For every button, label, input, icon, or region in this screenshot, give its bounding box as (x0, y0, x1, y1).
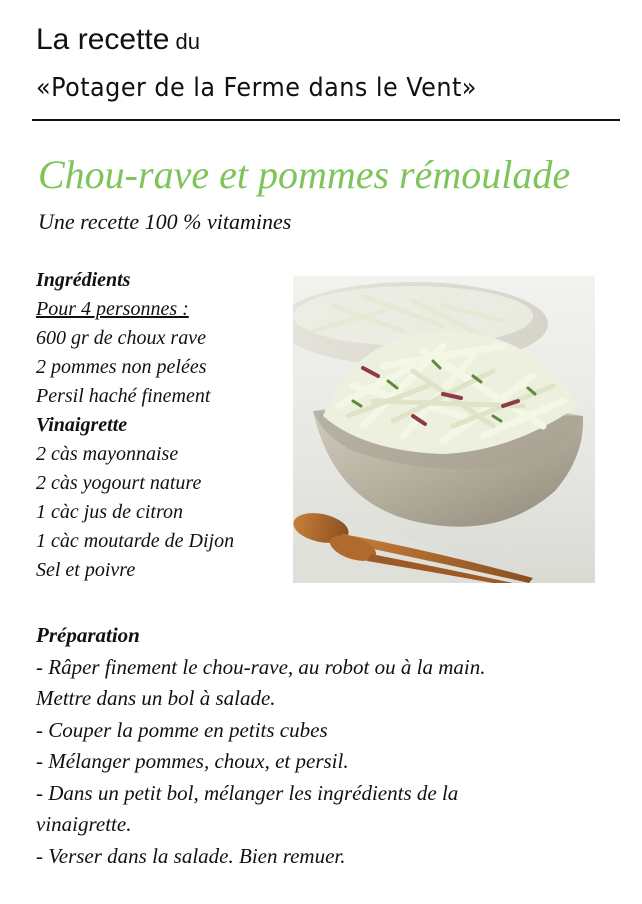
preparation-line: - Dans un petit bol, mélanger les ingrédients de la (36, 780, 459, 805)
servings-label: Pour 4 personnes : (36, 298, 189, 320)
header-divider (32, 119, 620, 121)
ingredients-section (36, 266, 234, 585)
recipe-title: Chou-rave et pommes rémoulade (38, 152, 571, 197)
preparation-line: - Verser dans la salade. Bien remuer. (36, 843, 346, 868)
preparation-line: - Râper finement le chou-rave, au robot ou à la main. (36, 654, 486, 679)
preparation-heading: Préparation (36, 623, 140, 647)
header-title-main: La recette (36, 23, 170, 56)
ingredient-item: 2 pommes non pelées (36, 356, 207, 378)
preparation-line: Mettre dans un bol à salade. (36, 686, 276, 710)
recipe-subtitle: Une recette 100 % vitamines (38, 209, 292, 234)
preparation-line: - Couper la pomme en petits cubes (36, 717, 328, 742)
salad-photo (293, 276, 595, 583)
preparation-section (36, 620, 485, 872)
header-title-small: du (169, 29, 201, 54)
vinaigrette-item: Sel et poivre (36, 559, 136, 581)
preparation-line: - Mélanger pommes, choux, et persil. (36, 749, 349, 773)
vinaigrette-item: 1 càc jus de citron (36, 501, 184, 523)
ingredients-heading: Ingrédients (36, 269, 131, 291)
header-farm-name: «Potager de la Ferme dans le Vent» (36, 73, 477, 103)
vinaigrette-item: 1 càc moutarde de Dijon (36, 530, 235, 552)
vinaigrette-heading: Vinaigrette (36, 414, 128, 436)
vinaigrette-item: 2 càs yogourt nature (36, 472, 202, 494)
header-title (36, 22, 200, 60)
ingredient-item: Persil haché finement (36, 385, 211, 407)
preparation-line: vinaigrette. (36, 812, 132, 836)
ingredient-item: 600 gr de choux rave (36, 327, 206, 349)
vinaigrette-item: 2 càs mayonnaise (36, 443, 179, 465)
